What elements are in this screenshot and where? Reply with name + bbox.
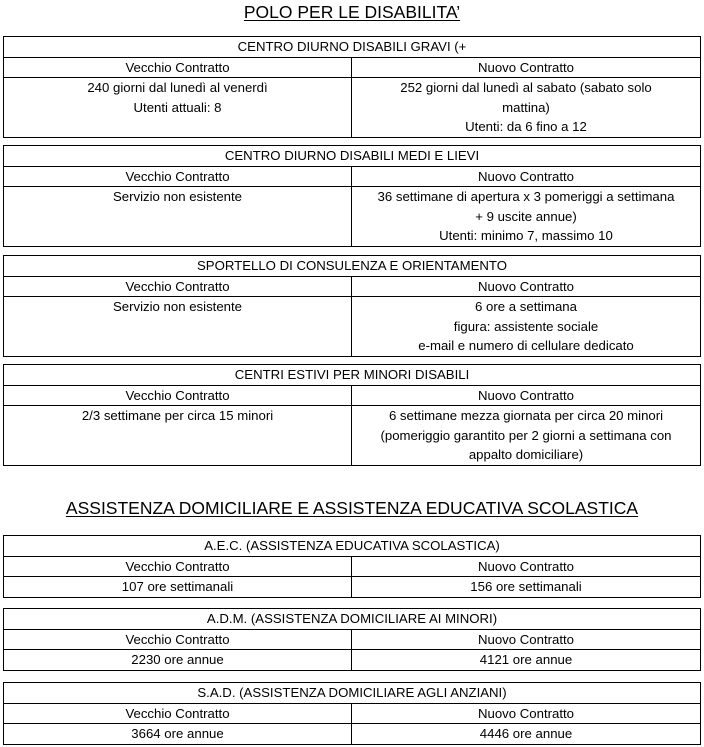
table-title: CENTRI ESTIVI PER MINORI DISABILI xyxy=(4,365,701,386)
table-title: S.A.D. (ASSISTENZA DOMICILIARE AGLI ANZIANI) xyxy=(4,683,701,704)
cell-line: 252 giorni dal lunedì al sabato (sabato solo xyxy=(400,80,652,95)
old-contract-cell xyxy=(4,297,352,357)
cell-line: 156 ore settimanali xyxy=(470,579,582,594)
old-contract-cell xyxy=(4,650,352,671)
cell-line: 240 giorni dal lunedì al venerdì xyxy=(87,80,268,95)
cell-line: appalto domiciliare) xyxy=(468,447,584,462)
column-header-old: Vecchio Contratto xyxy=(4,556,352,577)
cell-line: 6 ore a settimana xyxy=(475,299,577,314)
cell-line: mattina) xyxy=(502,99,550,115)
new-contract-cell xyxy=(352,406,701,466)
new-contract-cell xyxy=(352,577,701,598)
table-sad xyxy=(3,682,701,745)
column-header-old: Vecchio Contratto xyxy=(4,385,352,406)
table-centro-diurno-medi-lievi xyxy=(3,145,701,247)
cell-line: 2230 ore annue xyxy=(131,652,224,667)
table-title: A.E.C. (ASSISTENZA EDUCATIVA SCOLASTICA) xyxy=(4,536,701,557)
cell-line: Utenti: minimo 7, massimo 10 xyxy=(439,228,613,243)
table-title: CENTRO DIURNO DISABILI MEDI E LIEVI xyxy=(4,146,701,167)
table-title: A.D.M. (ASSISTENZA DOMICILIARE AI MINORI) xyxy=(4,609,701,630)
cell-line: 3664 ore annue xyxy=(131,726,224,741)
column-header-old: Vecchio Contratto xyxy=(4,57,352,78)
column-header-old: Vecchio Contratto xyxy=(4,703,352,724)
column-header-new: Nuovo Contratto xyxy=(352,276,701,297)
old-contract-cell xyxy=(4,724,352,745)
cell-line: 2/3 settimane per circa 15 minori xyxy=(81,408,274,423)
new-contract-cell xyxy=(352,78,701,138)
table-sportello-consulenza xyxy=(3,255,701,357)
table-centro-diurno-gravi xyxy=(3,36,701,138)
column-header-new: Nuovo Contratto xyxy=(352,166,701,187)
cell-line: 107 ore settimanali xyxy=(121,579,234,594)
table-adm xyxy=(3,608,701,671)
column-header-new: Nuovo Contratto xyxy=(352,556,701,577)
new-contract-cell xyxy=(352,650,701,671)
cell-line: 36 settimane di apertura x 3 pomeriggi a settimana xyxy=(377,189,675,204)
cell-line: e-mail e numero di cellulare dedicato xyxy=(418,338,634,353)
column-header-new: Nuovo Contratto xyxy=(352,57,701,78)
section-heading-polo-disabilita: POLO PER LE DISABILITA’ xyxy=(243,2,461,22)
table-aec xyxy=(3,535,701,598)
column-header-new: Nuovo Contratto xyxy=(352,629,701,650)
old-contract-cell xyxy=(4,187,352,247)
old-contract-cell xyxy=(4,78,352,138)
section-heading-assistenza: ASSISTENZA DOMICILIARE E ASSISTENZA EDUCATIVA SCOLASTICA xyxy=(65,498,639,518)
table-title: CENTRO DIURNO DISABILI GRAVI (+ xyxy=(4,37,701,58)
cell-line: 4121 ore annue xyxy=(479,652,573,667)
cell-line: Utenti: da 6 fino a 12 xyxy=(465,119,587,134)
cell-line: figura: assistente sociale xyxy=(453,318,599,334)
table-title: SPORTELLO DI CONSULENZA E ORIENTAMENTO xyxy=(4,256,701,277)
column-header-new: Nuovo Contratto xyxy=(352,703,701,724)
new-contract-cell xyxy=(352,724,701,745)
cell-line: Servizio non esistente xyxy=(112,189,243,204)
cell-line: 4446 ore annue xyxy=(479,726,573,741)
cell-line: 6 settimane mezza giornata per circa 20 minori xyxy=(388,408,664,423)
old-contract-cell xyxy=(4,406,352,466)
cell-line: + 9 uscite annue) xyxy=(475,208,577,224)
column-header-old: Vecchio Contratto xyxy=(4,166,352,187)
new-contract-cell xyxy=(352,187,701,247)
column-header-new: Nuovo Contratto xyxy=(352,385,701,406)
table-centri-estivi xyxy=(3,364,701,466)
column-header-old: Vecchio Contratto xyxy=(4,276,352,297)
old-contract-cell xyxy=(4,577,352,598)
column-header-old: Vecchio Contratto xyxy=(4,629,352,650)
cell-line: Utenti attuali: 8 xyxy=(133,99,222,115)
cell-line: (pomeriggio garantito per 2 giorni a settimana con xyxy=(380,427,672,443)
new-contract-cell xyxy=(352,297,701,357)
cell-line: Servizio non esistente xyxy=(112,299,243,314)
